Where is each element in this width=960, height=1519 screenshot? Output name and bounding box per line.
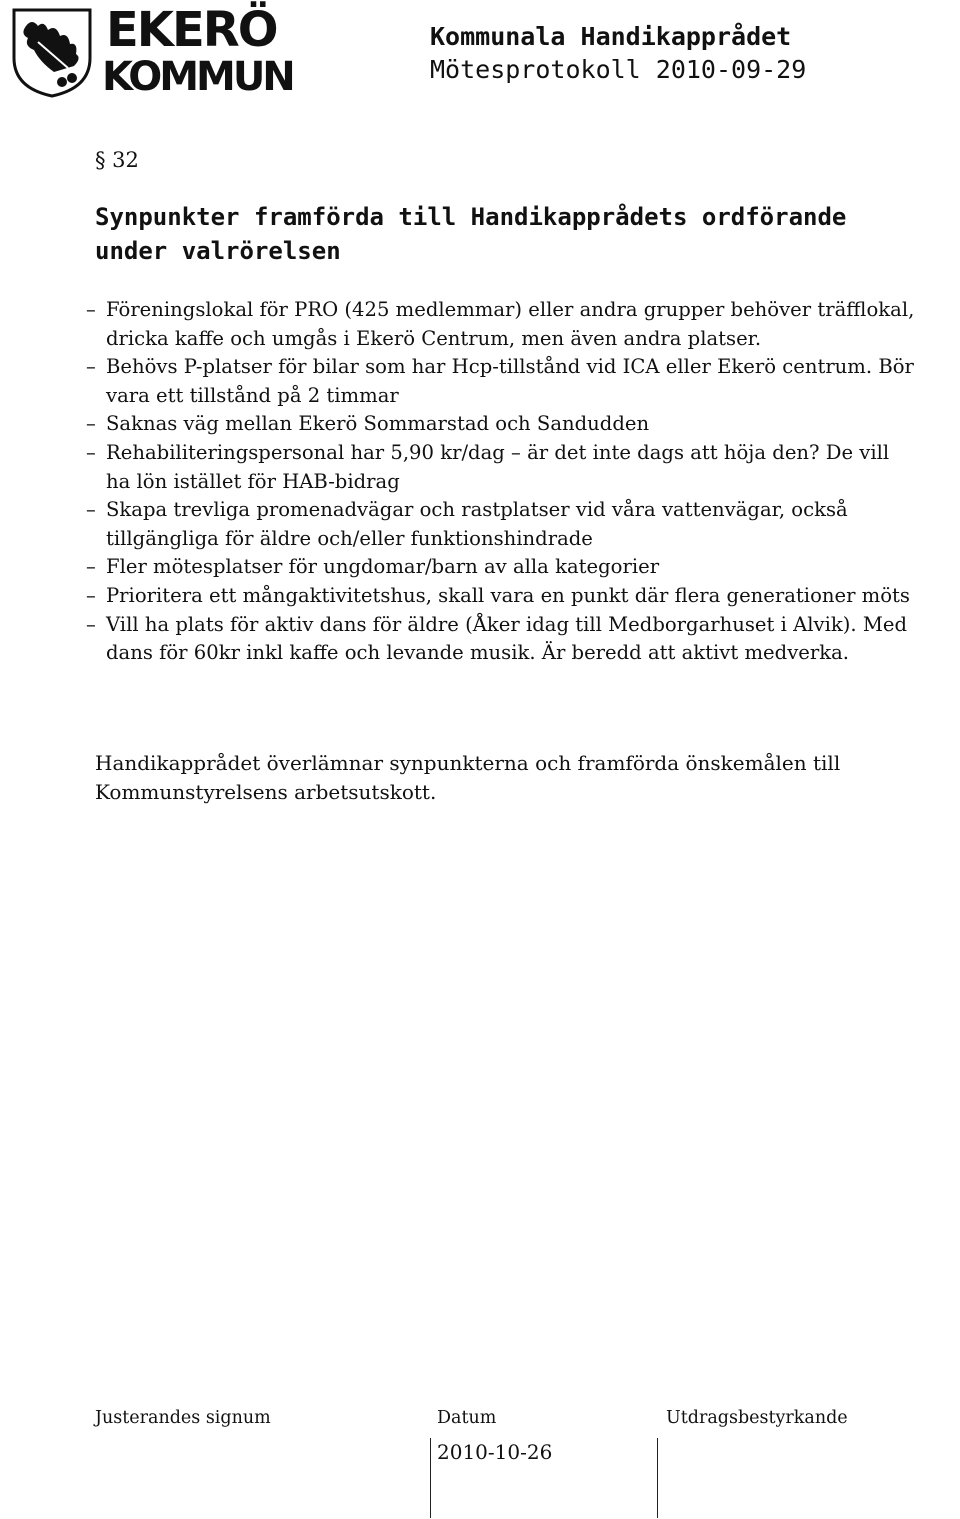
header-organization: Kommunala Handikapprådet	[430, 22, 792, 51]
list-dash: –	[86, 498, 96, 522]
list-item	[86, 410, 916, 439]
list-item	[86, 611, 916, 668]
list-dash: –	[86, 612, 96, 636]
list-dash: –	[86, 583, 96, 607]
list-dash: –	[86, 298, 96, 321]
footer-extract-label: Utdragsbestyrkande	[666, 1408, 848, 1428]
list-dash: –	[86, 555, 96, 579]
footer-signature-label: Justerandes signum	[95, 1408, 271, 1428]
list-item-text: Föreningslokal för PRO (425 medlemmar) eller andra grupper behöver träfflokal, dricka kaffe och umgås i Ekerö Centrum, men även andra platser.	[106, 298, 915, 350]
paragraph-number: § 32	[95, 148, 139, 172]
list-item-text: Prioritera ett mångaktivitetshus, skall vara en punkt där flera generationer möts	[106, 583, 910, 607]
list-item-text: Skapa trevliga promenadvägar och rastplatser vid våra vattenvägar, också tillgängliga för äldre och/eller funktionshindrade	[106, 498, 848, 550]
footer-divider	[430, 1438, 431, 1518]
comment-list	[86, 296, 916, 668]
list-item-text: Rehabiliteringspersonal har 5,90 kr/dag – är det inte dags att höja den? De vill ha lön istället för HAB-bidrag	[106, 440, 890, 493]
list-item	[86, 582, 916, 611]
list-item	[86, 553, 916, 582]
footer-divider	[657, 1438, 658, 1518]
list-item-text: Vill ha plats för aktiv dans för äldre (Åker idag till Medborgarhuset i Alvik). Med dans för 60kr inkl kaffe och levande musik. Är beredd att aktivt medverka.	[106, 612, 908, 665]
list-dash: –	[86, 355, 96, 379]
footer-date-value: 2010-10-26	[437, 1440, 553, 1464]
oak-leaf-crest-icon	[10, 6, 94, 98]
logo-text-ekero: EKERÖ	[106, 2, 277, 58]
conclusion-text: Handikapprådet överlämnar synpunkterna och framförda önskemålen till Kommunstyrelsens arbetsutskott.	[95, 751, 841, 804]
list-item	[86, 296, 916, 353]
list-item	[86, 496, 916, 553]
section-title: Synpunkter framförda till Handikapprådets ordförande under valrörelsen	[95, 203, 847, 265]
list-item	[86, 353, 916, 410]
footer-date-label: Datum	[437, 1408, 497, 1428]
logo-text-kommun: KOMMUN	[102, 54, 293, 100]
list-item	[86, 439, 916, 496]
list-item-text: Fler mötesplatser för ungdomar/barn av alla kategorier	[106, 555, 660, 579]
list-dash: –	[86, 412, 96, 436]
header-document-title: Mötesprotokoll 2010-09-29	[430, 55, 807, 84]
list-item-text: Saknas väg mellan Ekerö Sommarstad och Sandudden	[106, 412, 650, 436]
ekero-kommun-logo	[10, 2, 293, 100]
list-dash: –	[86, 440, 96, 464]
list-item-text: Behövs P-platser för bilar som har Hcp-tillstånd vid ICA eller Ekerö centrum. Bör vara ett tillstånd på 2 timmar	[106, 355, 914, 407]
